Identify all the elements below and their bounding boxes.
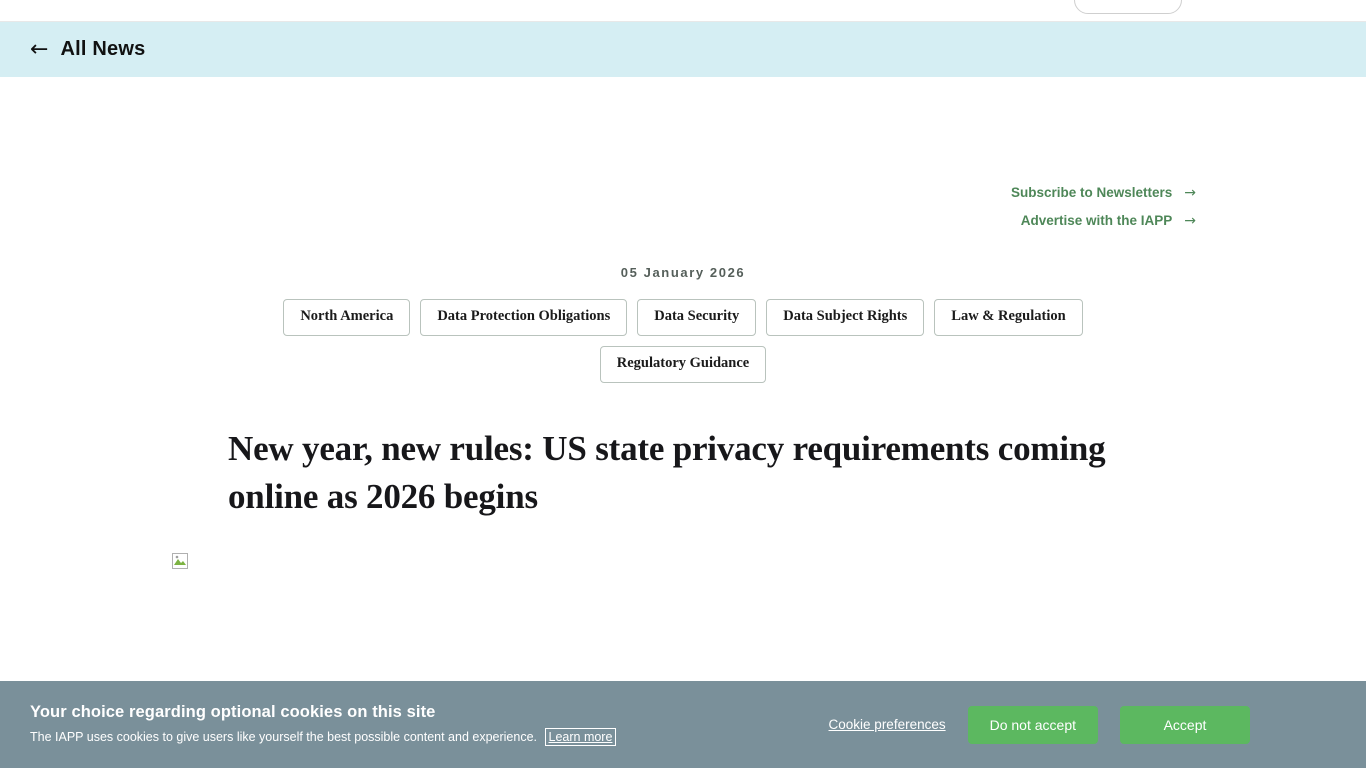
accept-cookies-button[interactable]: Accept	[1120, 706, 1250, 744]
advertise-label: Advertise with the IAPP	[1020, 213, 1173, 228]
topic-tag-list	[0, 299, 1366, 383]
broken-image-icon	[172, 553, 188, 569]
all-news-back-link[interactable]	[30, 38, 145, 61]
topic-tag[interactable]: Law & Regulation	[934, 299, 1082, 336]
arrow-right-icon: →	[1184, 185, 1196, 201]
cookie-banner-actions	[829, 706, 1366, 744]
topic-tag[interactable]: Data Subject Rights	[766, 299, 924, 336]
topic-tag[interactable]: Data Security	[637, 299, 756, 336]
subscribe-newsletters-link[interactable]	[1011, 185, 1196, 201]
arrow-left-icon: ←	[30, 36, 49, 62]
topic-tag[interactable]: Data Protection Obligations	[420, 299, 627, 336]
article-headline: New year, new rules: US state privacy requirements coming online as 2026 begins	[228, 429, 1106, 516]
all-news-label: All News	[60, 38, 146, 60]
subscribe-newsletters-label: Subscribe to Newsletters	[1010, 185, 1173, 200]
cookie-banner-title: Your choice regarding optional cookies on this site	[30, 703, 436, 722]
topic-tag[interactable]: Regulatory Guidance	[600, 346, 767, 383]
side-links	[1011, 185, 1196, 241]
cookie-banner-description	[30, 729, 760, 745]
do-not-accept-button[interactable]: Do not accept	[968, 706, 1098, 744]
publish-date: 05 January 2026	[620, 265, 746, 280]
all-news-header-bar	[0, 22, 1366, 77]
cookie-preferences-link[interactable]: Cookie preferences	[828, 717, 946, 732]
arrow-right-icon: →	[1184, 213, 1196, 229]
top-strip	[0, 0, 1366, 22]
cookie-learn-more-link[interactable]: Learn more	[545, 728, 617, 746]
cookie-consent-banner	[0, 681, 1366, 768]
topic-tag[interactable]: North America	[283, 299, 410, 336]
top-pill-button[interactable]	[1074, 0, 1182, 14]
article-region	[0, 77, 1366, 682]
advertise-link[interactable]	[1011, 213, 1196, 229]
cookie-description-text: The IAPP uses cookies to give users like yourself the best possible content and experience.	[30, 730, 538, 745]
cookie-banner-text	[0, 703, 760, 745]
